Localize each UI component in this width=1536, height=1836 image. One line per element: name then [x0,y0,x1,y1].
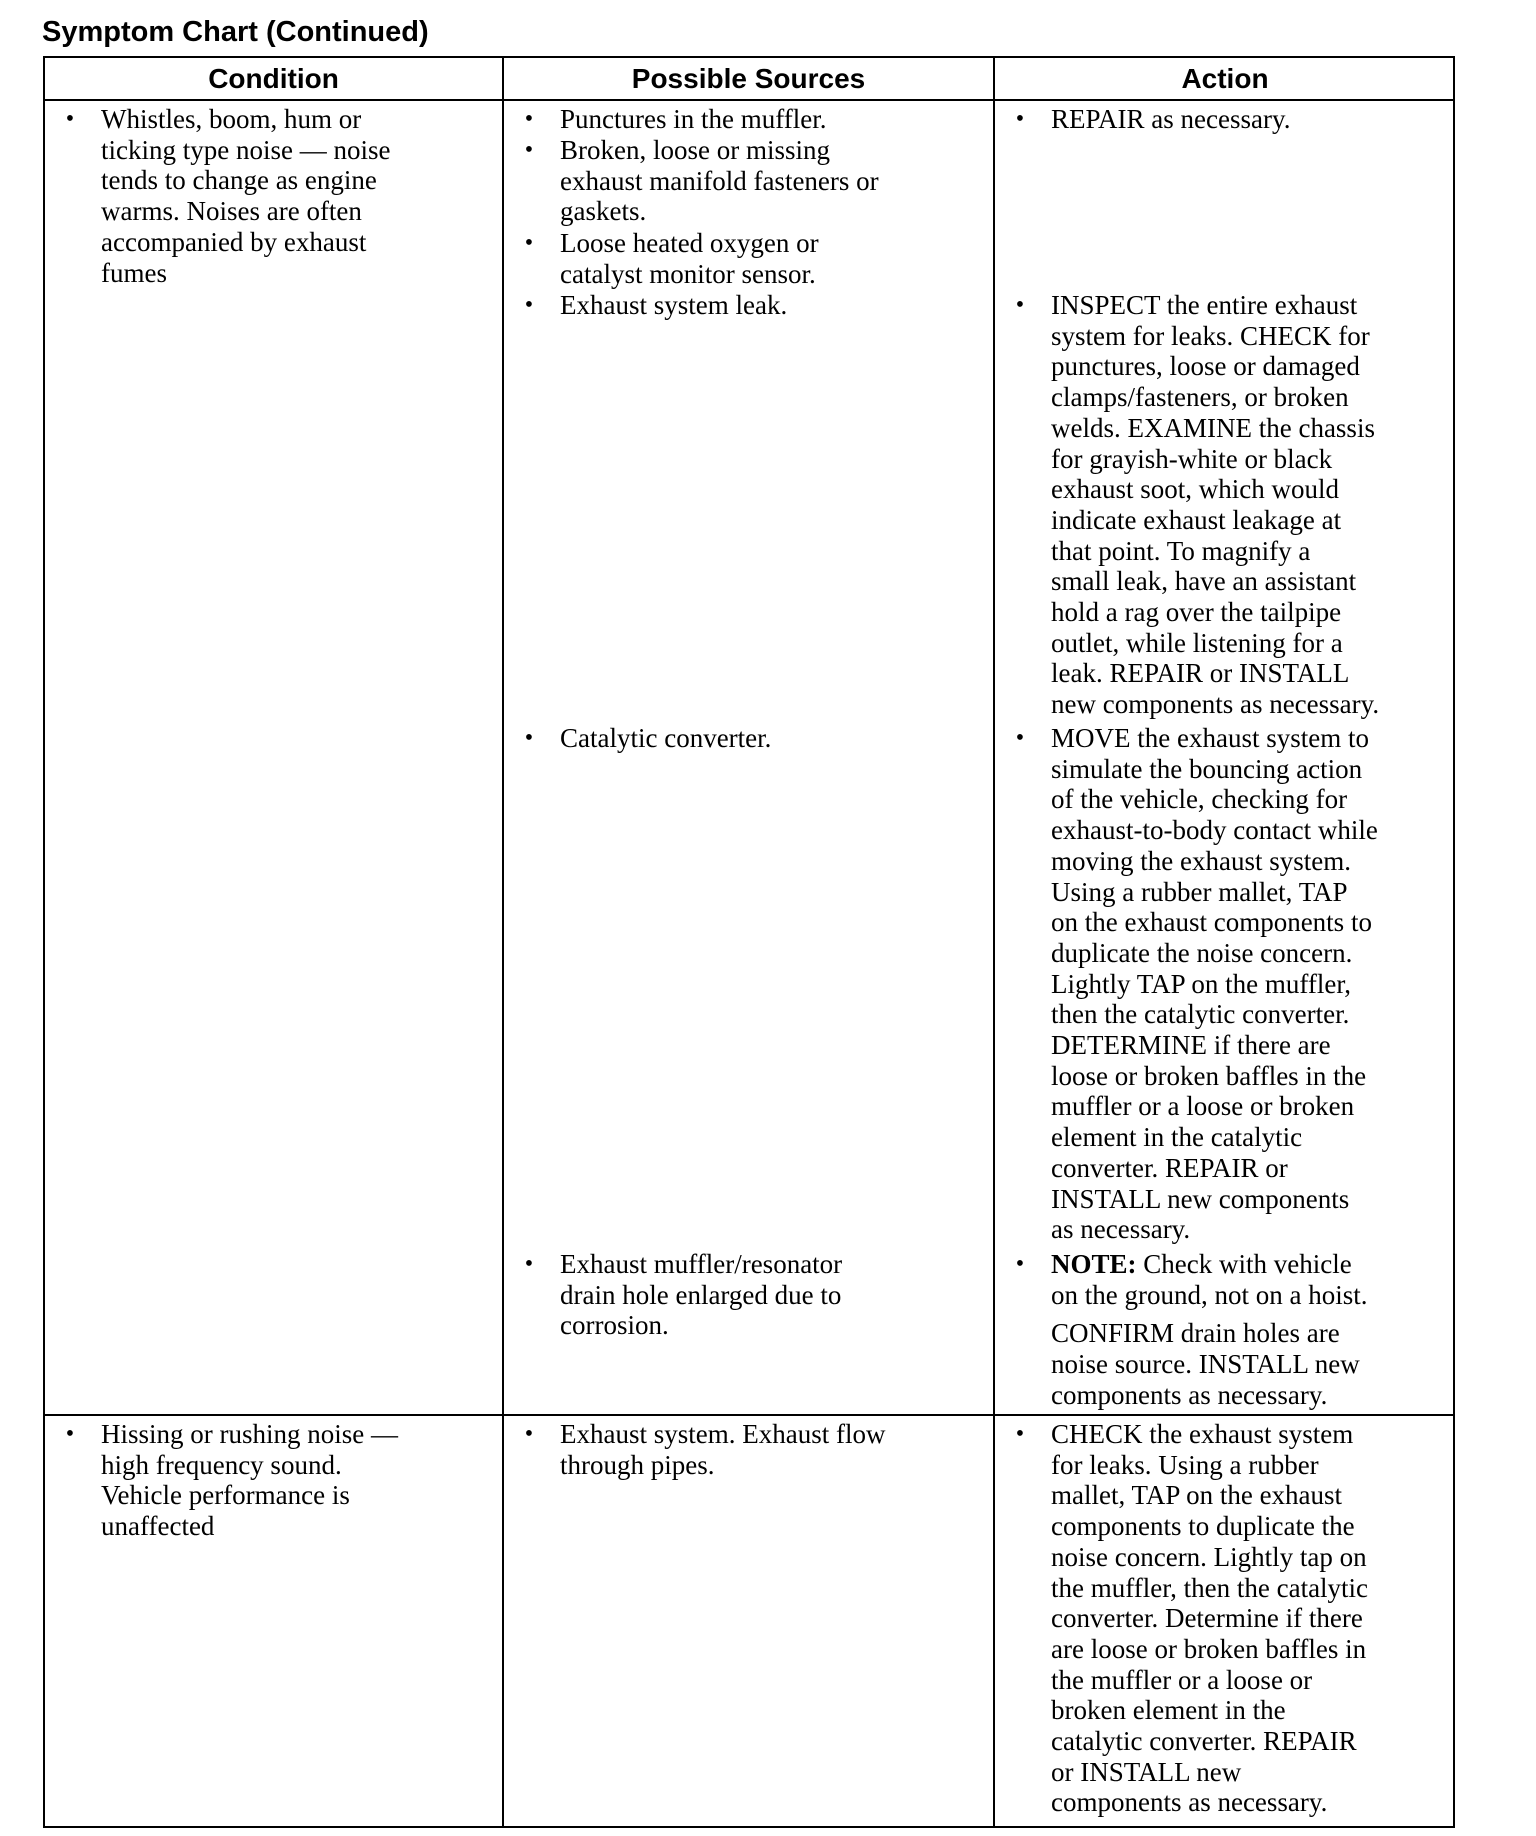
section-row-divider [45,1414,1453,1416]
bullet-icon: • [524,137,534,163]
text-line: for leaks. Using a rubber [1051,1449,1319,1480]
text-line: new components as necessary. [1051,689,1380,720]
text-line: Vehicle performance is [101,1480,350,1511]
text-line: exhaust soot, which would [1051,474,1339,505]
column-divider-condition-sources [502,58,504,1826]
text-line: tends to change as engine [101,165,377,196]
page-title: Symptom Chart (Continued) [42,16,429,48]
text-line: INSTALL new components [1051,1183,1350,1214]
text-line: warms. Noises are often [101,196,362,227]
text-line: then the catalytic converter. [1051,999,1350,1030]
note-text: Check with vehicle [1136,1249,1352,1279]
column-divider-sources-action [993,58,995,1826]
text-line: of the vehicle, checking for [1051,784,1348,815]
text-line: Exhaust muffler/resonator [560,1249,843,1279]
bullet-icon: • [65,1421,75,1447]
text-line: CONFIRM drain holes are [1051,1318,1340,1349]
text-line: high frequency sound. [101,1449,342,1480]
text-line: Broken, loose or missing [560,135,830,165]
note-line [1051,1249,1367,1280]
symptom-chart-table [43,56,1455,1828]
column-header-action: Action [1181,63,1269,94]
bullet-icon: • [1015,1421,1025,1447]
bullet-icon: • [524,1421,534,1447]
text-line: drain hole enlarged due to [560,1279,842,1310]
text-line: Catalytic converter. [560,723,772,753]
text-line: are loose or broken baffles in [1051,1633,1367,1664]
text-line: exhaust-to-body contact while [1051,815,1378,846]
condition-hissing-rushing-noise [65,1419,398,1542]
text-line: noise concern. Lightly tap on [1051,1541,1367,1572]
text-line: the muffler, then the catalytic [1051,1572,1369,1603]
bullet-icon: • [1015,725,1025,751]
text-line: noise source. INSTALL new [1051,1349,1360,1380]
bullet-icon: • [1015,106,1025,132]
source-catalytic-converter [524,723,772,754]
text-line: converter. REPAIR or [1051,1152,1288,1183]
text-line: simulate the bouncing action [1051,753,1363,784]
text-line: moving the exhaust system. [1051,845,1351,876]
text-line: system for leaks. CHECK for [1051,320,1370,351]
text-line: converter. Determine if there [1051,1603,1363,1634]
text-line: catalytic converter. REPAIR [1051,1726,1357,1757]
column-header-condition: Condition [208,63,339,94]
action-move-exhaust-system [1015,723,1378,1245]
text-line: small leak, have an assistant [1051,566,1357,597]
text-line: loose or broken baffles in the [1051,1060,1367,1091]
text-line: Punctures in the muffler. [560,104,827,134]
text-line: leak. REPAIR or INSTALL [1051,658,1350,689]
text-line: unaffected [101,1511,215,1542]
text-line: gaskets. [560,196,647,227]
text-line: corrosion. [560,1310,669,1341]
text-line: Loose heated oxygen or [560,228,819,258]
action-note-confirm-drain-holes [1015,1249,1368,1411]
header-row-divider [45,99,1453,101]
bullet-icon: • [524,725,534,751]
text-line: Exhaust system leak. [560,290,788,320]
note-label: NOTE: [1051,1249,1137,1279]
text-line: clamps/fasteners, or broken [1051,382,1349,413]
bullet-icon: • [1015,1251,1025,1277]
text-line: indicate exhaust leakage at [1051,504,1342,535]
text-line: fumes [101,257,167,288]
text-line: on the exhaust components to [1051,907,1372,938]
text-line: mallet, TAP on the exhaust [1051,1480,1343,1511]
source-exhaust-manifold-fasteners [524,135,879,227]
text-line: ticking type noise — noise [101,134,391,165]
text-line: outlet, while listening for a [1051,627,1343,658]
text-line: broken element in the [1051,1695,1286,1726]
condition-whistles-boom-hum [65,104,391,288]
source-punctures-in-muffler [524,104,827,135]
text-line: as necessary. [1051,1214,1191,1245]
text-line: Exhaust system. Exhaust flow [560,1419,886,1449]
text-line: on the ground, not on a hoist. [1051,1279,1368,1310]
text-line: accompanied by exhaust [101,226,367,257]
text-line: duplicate the noise concern. [1051,937,1353,968]
text-line: welds. EXAMINE the chassis [1051,412,1375,443]
bullet-icon: • [1015,292,1025,318]
source-exhaust-flow-through-pipes [524,1419,886,1480]
column-header-possible-sources: Possible Sources [631,63,866,94]
text-line: components as necessary. [1051,1379,1328,1410]
text-line: catalyst monitor sensor. [560,258,816,289]
source-exhaust-system-leak [524,290,788,321]
text-line: components as necessary. [1051,1787,1328,1818]
text-line: DETERMINE if there are [1051,1030,1331,1061]
text-line: REPAIR as necessary. [1051,104,1291,134]
text-line: for grayish-white or black [1051,443,1333,474]
bullet-icon: • [524,230,534,256]
text-line: MOVE the exhaust system to [1051,723,1369,753]
text-line: the muffler or a loose or [1051,1664,1313,1695]
text-line: or INSTALL new [1051,1756,1242,1787]
text-line: components to duplicate the [1051,1511,1355,1542]
text-line: muffler or a loose or broken [1051,1091,1355,1122]
source-loose-oxygen-sensor [524,228,819,289]
action-inspect-exhaust-system [1015,290,1380,720]
bullet-icon: • [524,292,534,318]
bullet-icon: • [524,106,534,132]
text-line: Whistles, boom, hum or [101,104,362,134]
text-line: exhaust manifold fasteners or [560,165,879,196]
bullet-icon: • [524,1251,534,1277]
action-check-exhaust-for-leaks [1015,1419,1369,1818]
text-line: Using a rubber mallet, TAP [1051,876,1348,907]
text-line: punctures, loose or damaged [1051,351,1360,382]
text-line: CHECK the exhaust system [1051,1419,1354,1449]
text-line: INSPECT the entire exhaust [1051,290,1358,320]
source-muffler-drain-hole [524,1249,843,1341]
action-repair-as-necessary [1015,104,1291,135]
text-line: Lightly TAP on the muffler, [1051,968,1351,999]
text-line: Hissing or rushing noise — [101,1419,398,1449]
bullet-icon: • [65,106,75,132]
text-line: that point. To magnify a [1051,535,1311,566]
text-line: through pipes. [560,1449,715,1480]
text-line: element in the catalytic [1051,1122,1303,1153]
text-line: hold a rag over the tailpipe [1051,597,1342,628]
